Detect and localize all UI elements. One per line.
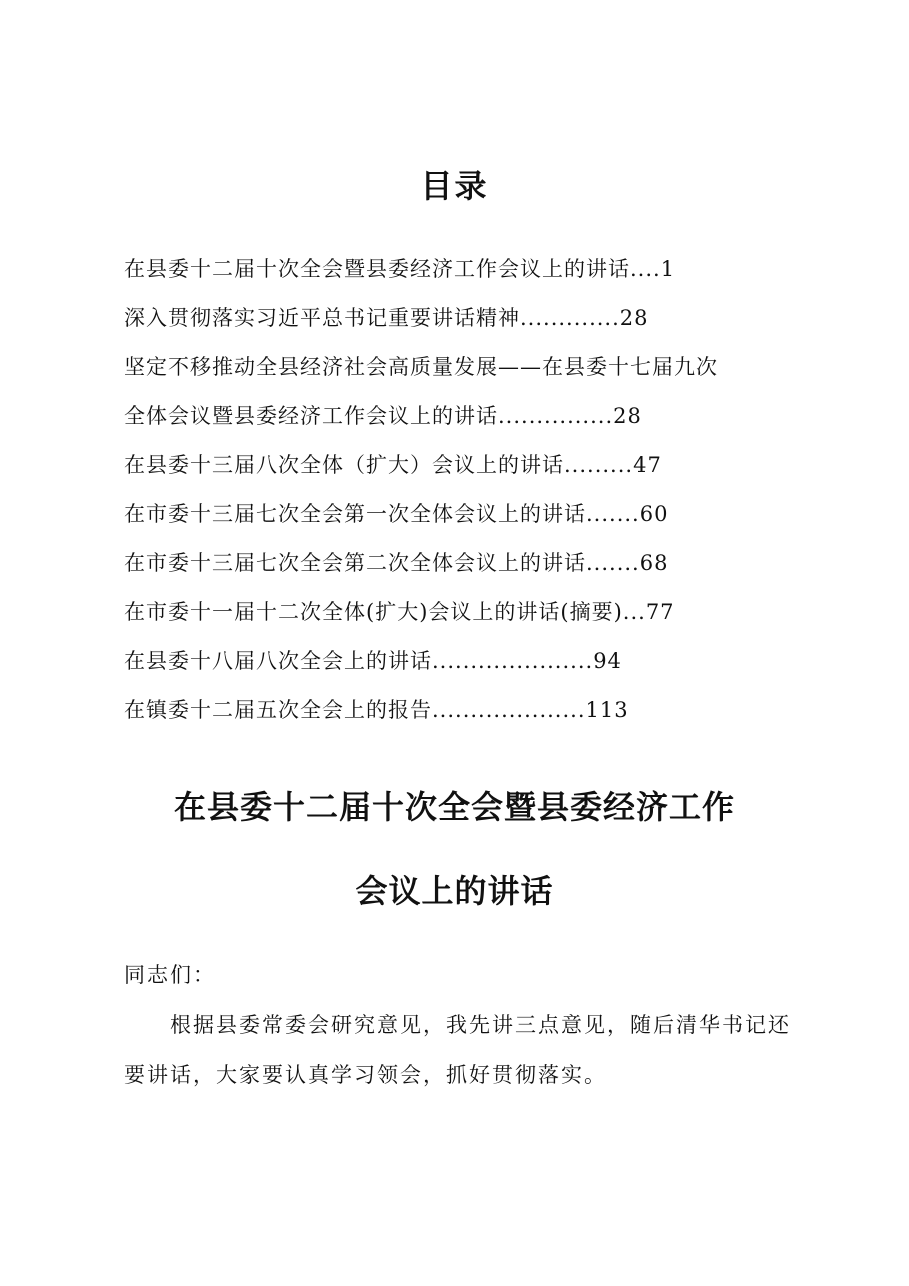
toc-entry-text: 坚定不移推动全县经济社会高质量发展——在县委十七届九次 [124, 355, 718, 379]
toc-entry[interactable] [124, 343, 804, 392]
toc-entry[interactable] [124, 441, 804, 490]
toc-entry[interactable] [124, 245, 804, 294]
toc-entry-text: 在县委十八届八次全会上的讲话 [124, 649, 432, 673]
toc-entry-text: 在市委十三届七次全会第二次全体会议上的讲话 [124, 551, 586, 575]
toc-entry[interactable] [124, 588, 804, 637]
toc-entry-leader: ....... [586, 551, 640, 575]
toc-entry-page: 47 [633, 453, 662, 477]
toc-entry-page: 77 [645, 600, 675, 624]
toc-entry-leader: ......... [564, 453, 634, 477]
toc-entry-leader: .................... [432, 698, 586, 722]
toc-entry-text: 深入贯彻落实习近平总书记重要讲话精神 [124, 306, 520, 330]
toc-entry[interactable] [124, 294, 804, 343]
toc-entry-page: 28 [619, 306, 649, 330]
toc-entry[interactable] [124, 539, 804, 588]
toc-entry-page: 60 [639, 502, 669, 526]
toc-title: 目录 [420, 167, 489, 205]
toc-entry-page: 68 [639, 551, 669, 575]
toc-entry-text: 在市委十三届七次全会第一次全体会议上的讲话 [124, 502, 586, 526]
toc-entry-text: 在镇委十二届五次全会上的报告 [124, 698, 432, 722]
toc-entry-text: 在县委十二届十次全会暨县委经济工作会议上的讲话 [124, 257, 630, 281]
toc-entry-leader: ............. [520, 306, 620, 330]
toc-entry-leader: ....... [586, 502, 640, 526]
toc-entry-leader: ............... [498, 404, 614, 428]
toc-entry[interactable] [124, 392, 804, 441]
table-of-contents [124, 245, 804, 735]
toc-entry-leader: ..................... [432, 649, 594, 673]
toc-entry[interactable] [124, 490, 804, 539]
toc-entry-leader: .... [630, 257, 661, 281]
toc-entry-text: 在县委十三届八次全体（扩大）会议上的讲话 [124, 453, 564, 477]
body-paragraph: 根据县委常委会研究意见，我先讲三点意见，随后清华书记还要讲话，大家要认真学习领会，抓好贯彻落实。 [124, 1013, 791, 1087]
toc-entry-leader: ... [622, 600, 646, 624]
toc-entry-text: 在市委十一届十二次全体(扩大)会议上的讲话(摘要) [124, 600, 623, 624]
toc-entry-text: 全体会议暨县委经济工作会议上的讲话 [124, 404, 498, 428]
toc-entry-page: 113 [585, 698, 629, 722]
toc-entry-page: 1 [660, 257, 676, 281]
salutation: 同志们： [124, 963, 216, 987]
toc-entry[interactable] [124, 686, 804, 735]
article-title-line-1: 在县委十二届十次全会暨县委经济工作 [173, 788, 735, 826]
toc-entry-page: 94 [593, 649, 622, 673]
toc-entry[interactable] [124, 637, 804, 686]
article-title-line-2: 会议上的讲话 [355, 872, 554, 910]
toc-entry-page: 28 [613, 404, 642, 428]
